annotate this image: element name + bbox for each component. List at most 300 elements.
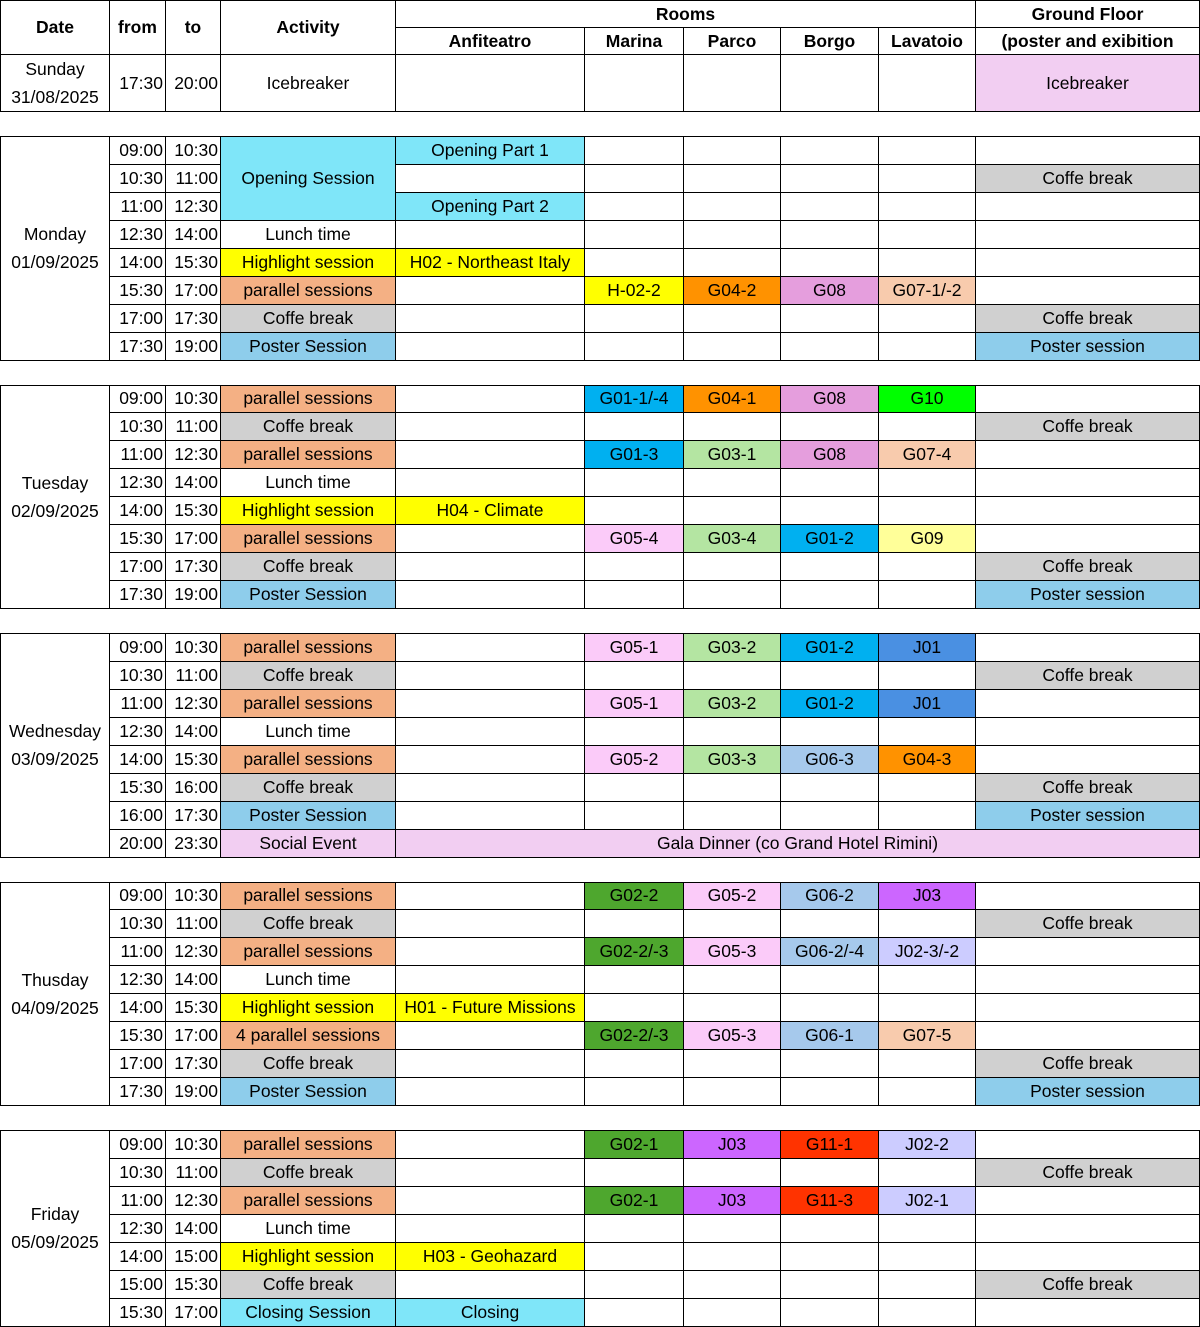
room-borgo-cell xyxy=(781,1242,879,1270)
time-from: 14:00 xyxy=(110,1242,166,1270)
room-borgo-cell xyxy=(781,469,879,497)
room-marina-cell xyxy=(585,910,684,938)
room-marina-cell xyxy=(585,581,684,609)
room-borgo-cell: G08 xyxy=(781,441,879,469)
room-parco-cell xyxy=(684,994,781,1022)
room-borgo-cell xyxy=(781,553,879,581)
day-separator xyxy=(1,112,1200,137)
schedule-row xyxy=(1,497,1200,525)
room-marina-cell xyxy=(585,1158,684,1186)
schedule-row xyxy=(1,55,1200,112)
ground-floor-cell: Poster session xyxy=(976,332,1200,360)
separator-cell xyxy=(1,1106,1200,1131)
room-parco-cell xyxy=(684,192,781,220)
time-to: 17:30 xyxy=(166,801,221,829)
activity-cell: Coffe break xyxy=(221,1270,396,1298)
time-from: 17:00 xyxy=(110,553,166,581)
room-anfiteatro-cell xyxy=(396,882,585,910)
header-ground-floor: Ground Floor xyxy=(976,1,1200,28)
time-to: 10:30 xyxy=(166,1131,221,1159)
time-to: 15:30 xyxy=(166,745,221,773)
ground-floor-cell: Coffe break xyxy=(976,413,1200,441)
ground-floor-cell xyxy=(976,1242,1200,1270)
room-marina-cell: H-02-2 xyxy=(585,276,684,304)
room-parco-cell: G04-1 xyxy=(684,385,781,413)
room-parco-cell xyxy=(684,1242,781,1270)
time-from: 17:30 xyxy=(110,55,166,112)
day-name: Tuesday xyxy=(21,472,89,493)
header-room-anfiteatro: Anfiteatro xyxy=(396,28,585,55)
room-anfiteatro-cell xyxy=(396,385,585,413)
room-parco-cell xyxy=(684,413,781,441)
day-date-cell xyxy=(1,1131,110,1327)
separator-cell xyxy=(1,609,1200,634)
ground-floor-cell: Coffe break xyxy=(976,661,1200,689)
room-parco-cell: G04-2 xyxy=(684,276,781,304)
schedule-row xyxy=(1,164,1200,192)
ground-floor-cell: Poster session xyxy=(976,581,1200,609)
time-to: 15:30 xyxy=(166,248,221,276)
activity-cell: Coffe break xyxy=(221,661,396,689)
time-to: 17:30 xyxy=(166,1050,221,1078)
room-borgo-cell xyxy=(781,773,879,801)
activity-cell: Poster Session xyxy=(221,332,396,360)
room-parco-cell xyxy=(684,55,781,112)
day-name: Wednesday xyxy=(8,721,102,742)
time-to: 19:00 xyxy=(166,1078,221,1106)
schedule-row xyxy=(1,634,1200,662)
schedule-row xyxy=(1,1186,1200,1214)
room-anfiteatro-cell xyxy=(396,966,585,994)
ground-floor-cell: Coffe break xyxy=(976,910,1200,938)
activity-cell: parallel sessions xyxy=(221,938,396,966)
schedule-row xyxy=(1,829,1200,857)
room-lavatoio-cell xyxy=(879,304,976,332)
room-lavatoio-cell xyxy=(879,1078,976,1106)
room-lavatoio-cell: G07-5 xyxy=(879,1022,976,1050)
time-from: 15:00 xyxy=(110,1270,166,1298)
room-lavatoio-cell xyxy=(879,164,976,192)
room-lavatoio-cell xyxy=(879,1214,976,1242)
room-borgo-cell xyxy=(781,220,879,248)
header-room-marina: Marina xyxy=(585,28,684,55)
room-parco-cell xyxy=(684,910,781,938)
room-borgo-cell: G11-3 xyxy=(781,1186,879,1214)
day-date: 01/09/2025 xyxy=(11,252,99,273)
room-anfiteatro-cell xyxy=(396,220,585,248)
time-to: 10:30 xyxy=(166,882,221,910)
room-borgo-cell xyxy=(781,497,879,525)
schedule-row xyxy=(1,938,1200,966)
room-marina-cell xyxy=(585,164,684,192)
room-anfiteatro-cell xyxy=(396,553,585,581)
schedule-row xyxy=(1,220,1200,248)
time-from: 09:00 xyxy=(110,634,166,662)
activity-cell: parallel sessions xyxy=(221,1186,396,1214)
time-to: 14:00 xyxy=(166,717,221,745)
room-anfiteatro-cell: Opening Part 1 xyxy=(396,137,585,165)
schedule-row xyxy=(1,1158,1200,1186)
time-to: 15:00 xyxy=(166,1242,221,1270)
header-rooms: Rooms xyxy=(396,1,976,28)
room-borgo-cell: G06-1 xyxy=(781,1022,879,1050)
room-anfiteatro-cell xyxy=(396,1270,585,1298)
schedule-row xyxy=(1,745,1200,773)
activity-cell: parallel sessions xyxy=(221,525,396,553)
room-marina-cell: G05-1 xyxy=(585,634,684,662)
room-anfiteatro-cell xyxy=(396,413,585,441)
activity-cell: parallel sessions xyxy=(221,882,396,910)
room-marina-cell xyxy=(585,553,684,581)
activity-cell: Poster Session xyxy=(221,801,396,829)
activity-cell: Highlight session xyxy=(221,497,396,525)
time-to: 15:30 xyxy=(166,994,221,1022)
room-anfiteatro-cell xyxy=(396,164,585,192)
time-from: 09:00 xyxy=(110,137,166,165)
room-parco-cell xyxy=(684,1270,781,1298)
room-marina-cell xyxy=(585,413,684,441)
schedule-body xyxy=(1,55,1200,1327)
room-borgo-cell xyxy=(781,910,879,938)
room-parco-cell xyxy=(684,304,781,332)
room-lavatoio-cell xyxy=(879,661,976,689)
schedule-row xyxy=(1,882,1200,910)
ground-floor-cell xyxy=(976,745,1200,773)
schedule-row xyxy=(1,661,1200,689)
time-from: 09:00 xyxy=(110,385,166,413)
header-activity: Activity xyxy=(221,1,396,55)
room-anfiteatro-cell xyxy=(396,525,585,553)
room-borgo-cell xyxy=(781,1270,879,1298)
room-borgo-cell: G06-2/-4 xyxy=(781,938,879,966)
ground-floor-cell: Icebreaker xyxy=(976,55,1200,112)
room-anfiteatro-cell: Closing xyxy=(396,1298,585,1326)
room-parco-cell xyxy=(684,137,781,165)
room-lavatoio-cell: G10 xyxy=(879,385,976,413)
time-to: 14:00 xyxy=(166,966,221,994)
room-marina-cell: G01-1/-4 xyxy=(585,385,684,413)
room-borgo-cell xyxy=(781,248,879,276)
room-borgo-cell xyxy=(781,55,879,112)
ground-floor-cell: Coffe break xyxy=(976,1158,1200,1186)
time-from: 11:00 xyxy=(110,689,166,717)
schedule-row xyxy=(1,1131,1200,1159)
room-borgo-cell xyxy=(781,966,879,994)
room-borgo-cell: G06-2 xyxy=(781,882,879,910)
time-to: 16:00 xyxy=(166,773,221,801)
activity-cell: parallel sessions xyxy=(221,689,396,717)
room-lavatoio-cell xyxy=(879,1050,976,1078)
room-anfiteatro-cell xyxy=(396,304,585,332)
room-borgo-cell: G01-2 xyxy=(781,525,879,553)
room-parco-cell xyxy=(684,801,781,829)
schedule-row xyxy=(1,553,1200,581)
header-room-parco: Parco xyxy=(684,28,781,55)
room-marina-cell xyxy=(585,1242,684,1270)
schedule-row xyxy=(1,1298,1200,1326)
room-parco-cell: G03-2 xyxy=(684,689,781,717)
room-borgo-cell: G11-1 xyxy=(781,1131,879,1159)
room-borgo-cell xyxy=(781,192,879,220)
day-separator xyxy=(1,360,1200,385)
room-parco-cell xyxy=(684,164,781,192)
separator-cell xyxy=(1,857,1200,882)
room-lavatoio-cell xyxy=(879,55,976,112)
header-to: to xyxy=(166,1,221,55)
ground-floor-cell xyxy=(976,276,1200,304)
time-from: 15:30 xyxy=(110,773,166,801)
room-lavatoio-cell: G07-1/-2 xyxy=(879,276,976,304)
room-parco-cell xyxy=(684,1214,781,1242)
room-anfiteatro-cell xyxy=(396,745,585,773)
ground-floor-cell xyxy=(976,966,1200,994)
ground-floor-cell: Coffe break xyxy=(976,553,1200,581)
ground-floor-cell xyxy=(976,220,1200,248)
day-name: Monday xyxy=(23,224,87,245)
room-parco-cell xyxy=(684,469,781,497)
activity-cell: Poster Session xyxy=(221,581,396,609)
day-date-cell xyxy=(1,137,110,361)
room-borgo-cell xyxy=(781,1298,879,1326)
room-marina-cell: G02-1 xyxy=(585,1131,684,1159)
activity-cell: Lunch time xyxy=(221,966,396,994)
day-date: 04/09/2025 xyxy=(11,997,99,1018)
time-to: 12:30 xyxy=(166,689,221,717)
schedule-row xyxy=(1,689,1200,717)
room-anfiteatro-cell: H03 - Geohazard xyxy=(396,1242,585,1270)
activity-cell: Highlight session xyxy=(221,994,396,1022)
time-from: 16:00 xyxy=(110,801,166,829)
time-to: 19:00 xyxy=(166,332,221,360)
room-anfiteatro-cell xyxy=(396,55,585,112)
room-lavatoio-cell xyxy=(879,994,976,1022)
room-parco-cell: J03 xyxy=(684,1131,781,1159)
time-from: 11:00 xyxy=(110,1186,166,1214)
room-marina-cell xyxy=(585,1050,684,1078)
room-parco-cell: G05-2 xyxy=(684,882,781,910)
time-to: 14:00 xyxy=(166,469,221,497)
room-lavatoio-cell: G07-4 xyxy=(879,441,976,469)
room-lavatoio-cell: J01 xyxy=(879,634,976,662)
room-lavatoio-cell xyxy=(879,553,976,581)
activity-cell: parallel sessions xyxy=(221,441,396,469)
activity-cell: 4 parallel sessions xyxy=(221,1022,396,1050)
room-lavatoio-cell xyxy=(879,1270,976,1298)
room-parco-cell xyxy=(684,966,781,994)
ground-floor-cell xyxy=(976,689,1200,717)
time-from: 14:00 xyxy=(110,994,166,1022)
room-marina-cell xyxy=(585,994,684,1022)
day-separator xyxy=(1,1106,1200,1131)
room-anfiteatro-cell xyxy=(396,1022,585,1050)
schedule-row xyxy=(1,248,1200,276)
ground-floor-cell: Poster session xyxy=(976,1078,1200,1106)
room-lavatoio-cell xyxy=(879,581,976,609)
time-to: 17:30 xyxy=(166,304,221,332)
ground-floor-cell xyxy=(976,634,1200,662)
room-marina-cell: G02-2/-3 xyxy=(585,938,684,966)
ground-floor-cell xyxy=(976,938,1200,966)
ground-floor-cell xyxy=(976,469,1200,497)
time-from: 10:30 xyxy=(110,661,166,689)
gala-dinner-cell: Gala Dinner (co Grand Hotel Rimini) xyxy=(396,829,1200,857)
room-lavatoio-cell xyxy=(879,1242,976,1270)
room-lavatoio-cell xyxy=(879,469,976,497)
day-name: Friday xyxy=(30,1204,80,1225)
ground-floor-cell xyxy=(976,1186,1200,1214)
day-separator xyxy=(1,609,1200,634)
time-to: 12:30 xyxy=(166,1186,221,1214)
schedule-row xyxy=(1,994,1200,1022)
room-anfiteatro-cell: H02 - Northeast Italy xyxy=(396,248,585,276)
room-marina-cell xyxy=(585,661,684,689)
room-parco-cell xyxy=(684,717,781,745)
separator-cell xyxy=(1,112,1200,137)
time-to: 23:30 xyxy=(166,829,221,857)
room-lavatoio-cell xyxy=(879,220,976,248)
room-anfiteatro-cell xyxy=(396,581,585,609)
time-from: 11:00 xyxy=(110,441,166,469)
time-from: 11:00 xyxy=(110,192,166,220)
activity-cell: Opening Session xyxy=(221,137,396,221)
time-to: 17:00 xyxy=(166,276,221,304)
schedule-row xyxy=(1,441,1200,469)
room-marina-cell xyxy=(585,137,684,165)
activity-cell: Coffe break xyxy=(221,1158,396,1186)
time-from: 09:00 xyxy=(110,882,166,910)
activity-cell: Lunch time xyxy=(221,1214,396,1242)
room-borgo-cell xyxy=(781,1078,879,1106)
room-anfiteatro-cell: Opening Part 2 xyxy=(396,192,585,220)
room-anfiteatro-cell xyxy=(396,1214,585,1242)
time-to: 20:00 xyxy=(166,55,221,112)
room-marina-cell xyxy=(585,55,684,112)
time-from: 12:30 xyxy=(110,966,166,994)
ground-floor-cell: Coffe break xyxy=(976,1050,1200,1078)
room-borgo-cell xyxy=(781,304,879,332)
room-marina-cell xyxy=(585,801,684,829)
activity-cell: Highlight session xyxy=(221,248,396,276)
activity-cell: Poster Session xyxy=(221,1078,396,1106)
room-lavatoio-cell: J03 xyxy=(879,882,976,910)
time-to: 17:30 xyxy=(166,553,221,581)
room-marina-cell: G05-1 xyxy=(585,689,684,717)
room-parco-cell: G05-3 xyxy=(684,1022,781,1050)
room-lavatoio-cell: J02-3/-2 xyxy=(879,938,976,966)
room-marina-cell xyxy=(585,717,684,745)
time-to: 10:30 xyxy=(166,137,221,165)
activity-cell: parallel sessions xyxy=(221,1131,396,1159)
time-from: 15:30 xyxy=(110,1298,166,1326)
room-lavatoio-cell xyxy=(879,801,976,829)
activity-cell: Coffe break xyxy=(221,1050,396,1078)
ground-floor-cell xyxy=(976,248,1200,276)
separator-cell xyxy=(1,360,1200,385)
room-anfiteatro-cell xyxy=(396,661,585,689)
room-anfiteatro-cell: H04 - Climate xyxy=(396,497,585,525)
time-to: 11:00 xyxy=(166,661,221,689)
schedule-row xyxy=(1,469,1200,497)
activity-cell: Coffe break xyxy=(221,304,396,332)
room-parco-cell xyxy=(684,1298,781,1326)
room-anfiteatro-cell xyxy=(396,1131,585,1159)
time-from: 10:30 xyxy=(110,1158,166,1186)
room-marina-cell: G05-2 xyxy=(585,745,684,773)
time-from: 17:00 xyxy=(110,1050,166,1078)
room-marina-cell xyxy=(585,1298,684,1326)
room-lavatoio-cell xyxy=(879,332,976,360)
room-lavatoio-cell xyxy=(879,137,976,165)
schedule-row xyxy=(1,910,1200,938)
header-date: Date xyxy=(1,1,110,55)
ground-floor-cell xyxy=(976,882,1200,910)
room-anfiteatro-cell xyxy=(396,717,585,745)
time-to: 10:30 xyxy=(166,634,221,662)
time-from: 15:30 xyxy=(110,1022,166,1050)
day-date-cell xyxy=(1,882,110,1106)
time-to: 11:00 xyxy=(166,910,221,938)
room-lavatoio-cell xyxy=(879,192,976,220)
schedule-row xyxy=(1,192,1200,220)
time-to: 17:00 xyxy=(166,1022,221,1050)
time-from: 17:00 xyxy=(110,304,166,332)
room-anfiteatro-cell xyxy=(396,1186,585,1214)
room-parco-cell xyxy=(684,581,781,609)
room-lavatoio-cell: J02-2 xyxy=(879,1131,976,1159)
time-from: 14:00 xyxy=(110,248,166,276)
ground-floor-cell xyxy=(976,525,1200,553)
room-lavatoio-cell xyxy=(879,413,976,441)
time-to: 11:00 xyxy=(166,1158,221,1186)
header-ground-floor-sub: (poster and exibition xyxy=(976,28,1200,55)
room-anfiteatro-cell: H01 - Future Missions xyxy=(396,994,585,1022)
activity-cell: parallel sessions xyxy=(221,385,396,413)
time-from: 09:00 xyxy=(110,1131,166,1159)
room-lavatoio-cell xyxy=(879,910,976,938)
ground-floor-cell: Poster session xyxy=(976,801,1200,829)
room-anfiteatro-cell xyxy=(396,441,585,469)
day-date-cell xyxy=(1,55,110,112)
room-marina-cell xyxy=(585,966,684,994)
time-from: 17:30 xyxy=(110,1078,166,1106)
room-lavatoio-cell: J02-1 xyxy=(879,1186,976,1214)
day-date-cell xyxy=(1,385,110,609)
room-marina-cell: G02-2/-3 xyxy=(585,1022,684,1050)
room-lavatoio-cell xyxy=(879,717,976,745)
schedule-row xyxy=(1,581,1200,609)
time-to: 15:30 xyxy=(166,1270,221,1298)
room-borgo-cell xyxy=(781,801,879,829)
ground-floor-cell xyxy=(976,441,1200,469)
time-from: 14:00 xyxy=(110,497,166,525)
header-from: from xyxy=(110,1,166,55)
room-marina-cell xyxy=(585,332,684,360)
time-to: 17:00 xyxy=(166,525,221,553)
room-parco-cell xyxy=(684,661,781,689)
time-from: 10:30 xyxy=(110,164,166,192)
room-anfiteatro-cell xyxy=(396,689,585,717)
ground-floor-cell xyxy=(976,1022,1200,1050)
room-anfiteatro-cell xyxy=(396,469,585,497)
header-room-lavatoio: Lavatoio xyxy=(879,28,976,55)
time-from: 15:30 xyxy=(110,276,166,304)
room-parco-cell: G03-3 xyxy=(684,745,781,773)
activity-cell: Coffe break xyxy=(221,553,396,581)
room-borgo-cell: G08 xyxy=(781,385,879,413)
room-parco-cell xyxy=(684,220,781,248)
time-from: 12:30 xyxy=(110,717,166,745)
room-borgo-cell: G01-2 xyxy=(781,689,879,717)
